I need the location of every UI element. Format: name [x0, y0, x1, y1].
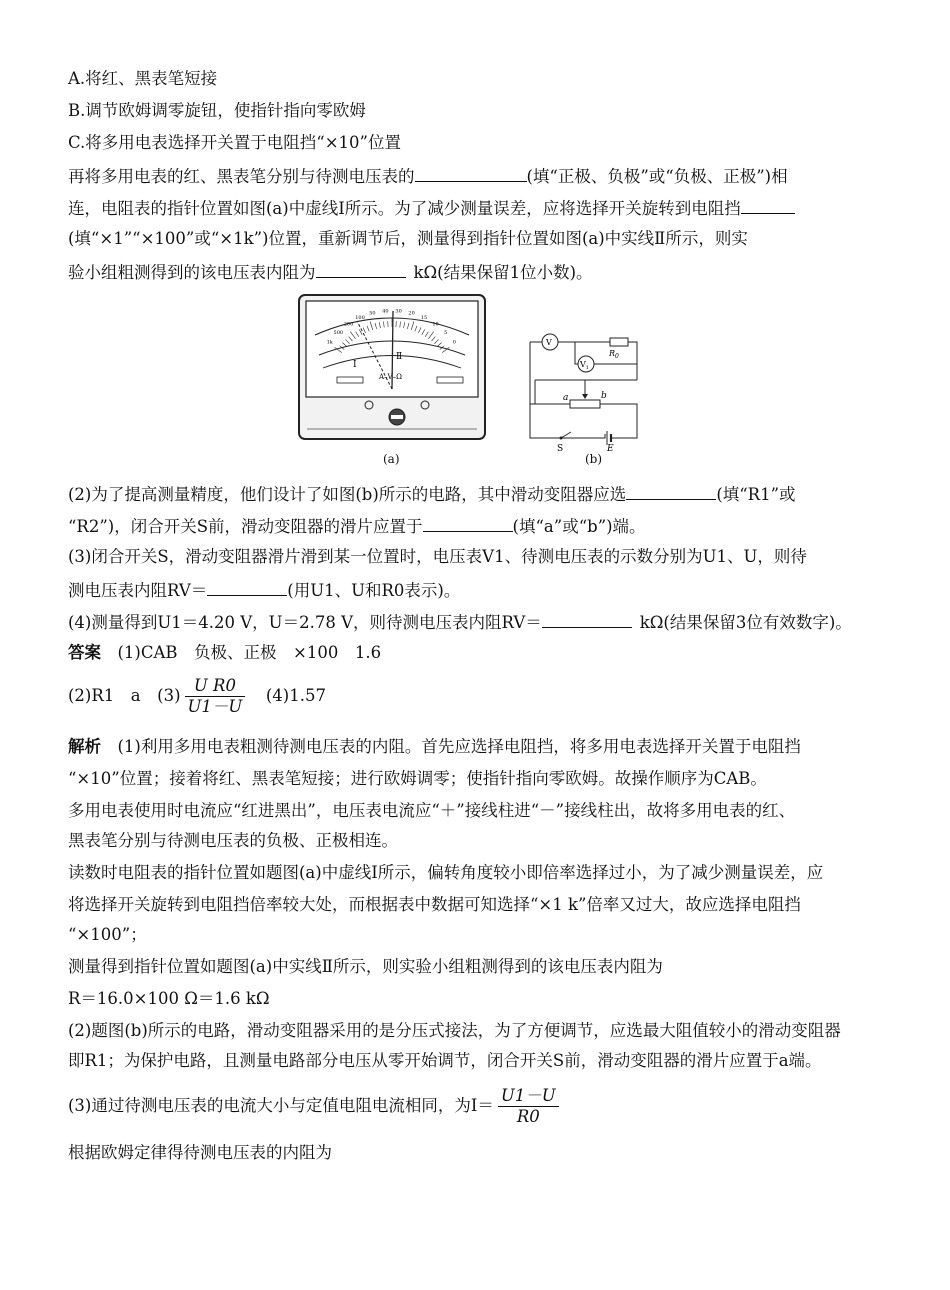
answer-line-2 [68, 676, 326, 717]
label-V: V [546, 338, 552, 347]
scale-label: 30 [395, 308, 402, 315]
fraction-denominator: U1－U [187, 697, 243, 716]
scale-label: 50 [369, 310, 376, 317]
answer-label: 答案 [68, 643, 101, 662]
mark-II: Ⅱ [396, 352, 403, 362]
answer-text: (1)CAB 负极、正极 ×100 1.6 [117, 643, 382, 662]
analysis-line-6: 将选择开关旋转到电阻挡倍率较大处，而根据表中数据可知选择“×1 k”倍率又过大，故应选择电阻挡 [68, 895, 801, 914]
q4-line [68, 610, 852, 634]
label-V1: $V_1$ [580, 360, 589, 371]
switch-S [560, 437, 563, 440]
q2-text: (填“R1”或 [716, 485, 796, 504]
answer-blank [626, 482, 716, 500]
q2-text: (填“a”或“b”)端。 [512, 517, 646, 536]
analysis-line-4: 黑表笔分别与待测电压表的负极、正极相连。 [68, 831, 398, 850]
scale-label: 200 [343, 321, 354, 328]
q1-line-3: (填“×1”“×100”或“×1k”)位置，重新调节后，测量得到指针位置如图(a)中实线Ⅱ所示，则实 [68, 229, 748, 248]
analysis-line-12 [68, 1086, 563, 1127]
scale-label: 5 [444, 329, 448, 336]
answer-blank [741, 196, 795, 214]
scale-label: 1k [326, 339, 333, 346]
step-c: C.将多用电表选择开关置于电阻挡“×10”位置 [68, 133, 401, 152]
answer-blank [316, 260, 406, 278]
analysis-line-11: 即R1；为保护电路，且测量电路部分电压从零开始调节，闭合开关S前，滑动变阻器的滑片应置于a端。 [68, 1051, 822, 1070]
caption-b: (b) [585, 452, 603, 466]
q3-line-1: (3)闭合开关S，滑动变阻器滑片滑到某一位置时，电压表V1、待测电压表的示数分别为U1、U，则待 [68, 547, 807, 566]
analysis-line-13: 根据欧姆定律得待测电压表的内阻为 [68, 1143, 332, 1162]
q3-text: 测电压表内阻RV＝ [68, 581, 208, 600]
q3-line-2 [68, 578, 460, 602]
q1-line-2 [68, 196, 795, 220]
q1-text: (填“正极、负极”或“负极、正极”)相 [526, 167, 788, 186]
scale-label: 100 [355, 315, 365, 321]
analysis-line-5: 读数时电阻表的指针位置如题图(a)中虚线Ⅰ所示，偏转角度较小即倍率选择过小，为了减少测量误差，应 [68, 863, 824, 882]
rheostat [570, 400, 600, 408]
q1-text: 验小组粗测得到的该电压表内阻为 [68, 263, 316, 282]
scale-label: 10 [432, 321, 439, 328]
answer-blank [423, 514, 513, 532]
meter-label: A–V–Ω [379, 373, 402, 381]
fraction-numerator: U R0 [185, 676, 246, 697]
caption-a: (a) [383, 452, 400, 466]
label-S: S [557, 444, 564, 452]
answer-text: (4)1.57 [265, 686, 326, 705]
q2-text: “R2”)，闭合开关S前，滑动变阻器的滑片应置于 [68, 517, 423, 536]
step-a: A.将红、黑表笔短接 [68, 69, 218, 88]
answer-line-1 [68, 642, 381, 664]
q2-line-1 [68, 482, 796, 506]
q1-text: 连，电阻表的指针位置如图(a)中虚线Ⅰ所示。为了减少测量误差，应将选择开关旋转到电阻挡 [68, 199, 741, 218]
resistor-R0 [610, 338, 628, 346]
q1-line-4 [68, 260, 593, 284]
q4-text: kΩ(结果保留3位有效数字)。 [639, 613, 852, 632]
label-E: E [607, 444, 614, 452]
q4-text: (4)测量得到U1＝4.20 V，U＝2.78 V，则待测电压表内阻RV＝ [68, 613, 542, 632]
scale-label: 500 [333, 329, 344, 336]
fraction-denominator: R0 [516, 1107, 540, 1126]
q1-text: 再将多用电表的红、黑表笔分别与待测电压表的 [68, 167, 415, 186]
analysis-line-1 [68, 736, 801, 758]
q2-line-2 [68, 514, 646, 538]
analysis-line-3: 多用电表使用时电流应“红进黑出”，电压表电流应“＋”接线柱进“－”接线柱出，故将多用电表的红、 [68, 801, 796, 820]
q3-text: (用U1、U和R0表示)。 [287, 581, 461, 600]
answer-fraction [185, 676, 246, 717]
q1-line-1 [68, 164, 788, 188]
answer-blank [415, 164, 527, 182]
analysis-text: (3)通过待测电压表的电流大小与定值电阻电流相同，为I＝ [68, 1096, 494, 1115]
fraction-numerator: U1－U [498, 1086, 559, 1107]
label-R0: $R_0$ [609, 349, 619, 360]
scale-label: 15 [420, 315, 428, 321]
analysis-line-10: (2)题图(b)所示的电路，滑动变阻器采用的是分压式接法，为了方便调节，应选最大阻值较小的滑动变阻器 [68, 1021, 841, 1040]
q1-text: kΩ(结果保留1位小数)。 [413, 263, 593, 282]
current-fraction [498, 1086, 559, 1127]
scale-label: 20 [408, 310, 415, 317]
answer-blank [207, 578, 287, 596]
analysis-line-7: “×100”； [68, 925, 147, 944]
multimeter-figure [297, 293, 487, 441]
analysis-line-2: “×10”位置；接着将红、黑表笔短接；进行欧姆调零；使指针指向零欧姆。故操作顺序为CAB。 [68, 769, 767, 788]
answer-text: (2)R1 a (3) [68, 686, 181, 705]
q2-text: (2)为了提高测量精度，他们设计了如图(b)所示的电路，其中滑动变阻器应选 [68, 485, 627, 504]
circuit-figure [525, 330, 645, 452]
analysis-line-8: 测量得到指针位置如题图(a)中实线Ⅱ所示，则实验小组粗测得到的该电压表内阻为 [68, 957, 663, 976]
scale-label: 40 [382, 308, 389, 315]
step-b: B.调节欧姆调零旋钮，使指针指向零欧姆 [68, 101, 366, 120]
scale-label: 0 [452, 339, 456, 346]
mark-I: Ⅰ [353, 360, 357, 370]
label-b: b [601, 391, 607, 401]
analysis-text: (1)利用多用电表粗测待测电压表的内阻。首先应选择电阻挡，将多用电表选择开关置于电阻挡 [117, 737, 801, 756]
answer-blank [542, 610, 632, 628]
analysis-line-9: R＝16.0×100 Ω＝1.6 kΩ [68, 989, 270, 1008]
label-a: a [563, 393, 569, 403]
analysis-label: 解析 [68, 737, 101, 756]
